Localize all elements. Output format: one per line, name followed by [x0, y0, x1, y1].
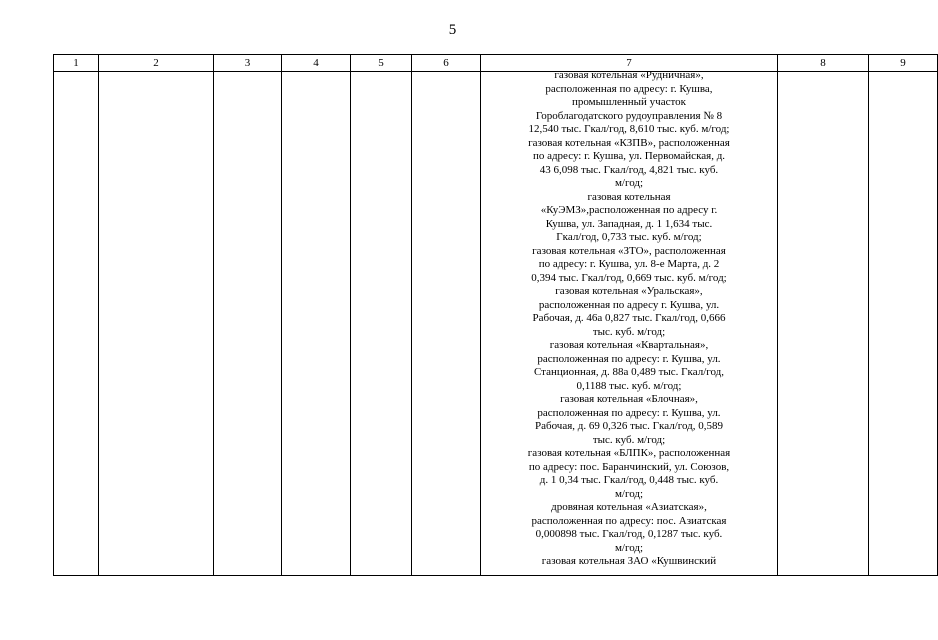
cell-col-5: [351, 72, 412, 576]
text-line: газовая котельная «ЗТО», расположенная: [532, 244, 726, 257]
text-line: м/год;: [614, 177, 644, 189]
cell-col-4: [282, 72, 351, 576]
text-line: 0,394 тыс. Гкал/год, 0,669 тыс. куб. м/год;: [531, 271, 727, 284]
column-header-9: 9: [869, 55, 938, 72]
data-table: [53, 54, 938, 576]
text-line: Рабочая, д. 69 0,326 тыс. Гкал/год, 0,589: [534, 420, 724, 432]
text-line: Рабочая, д. 46а 0,827 тыс. Гкал/год, 0,666: [532, 312, 726, 324]
column-header-5: 5: [351, 55, 412, 72]
text-line: «КуЭМЗ»,расположенная по адресу г.: [540, 204, 718, 216]
cell-col-9: [869, 72, 938, 576]
text-line: газовая котельная «КЗПВ», расположенная: [528, 136, 730, 149]
text-line: газовая котельная «Уральская»,: [555, 285, 703, 297]
column-header-7: 7: [481, 55, 778, 72]
column-header-2: 2: [99, 55, 214, 72]
column-header-8: 8: [778, 55, 869, 72]
text-line: расположенная по адресу: г. Кушва, ул.: [537, 406, 721, 419]
text-line: дровяная котельная «Азиатская»,: [551, 501, 707, 513]
text-line: м/год;: [614, 541, 644, 554]
text-line: 43 6,098 тыс. Гкал/год, 4,821 тыс. куб.: [539, 163, 719, 176]
text-line: расположенная по адресу: г. Кушва,: [545, 82, 713, 95]
text-line: по адресу: пос. Баранчинский, ул. Союзов,: [528, 460, 730, 473]
text-line: тыс. куб. м/год;: [592, 433, 666, 446]
text-line: газовая котельная «Блочная»,: [560, 393, 698, 405]
text-line: промышленный участок: [572, 96, 686, 108]
text-line: газовая котельная: [587, 190, 671, 203]
table-row: [54, 72, 938, 576]
column-header-3: 3: [214, 55, 282, 72]
boiler-list-text: [481, 69, 777, 569]
text-line: расположенная по адресу г. Кушва, ул.: [538, 298, 720, 311]
text-line: 0,000898 тыс. Гкал/год, 0,1287 тыс. куб.: [535, 528, 723, 540]
cell-col-1: [54, 72, 99, 576]
text-line: по адресу: г. Кушва, ул. 8-е Марта, д. 2: [538, 258, 720, 270]
text-line: д. 1 0,34 тыс. Гкал/год, 0,448 тыс. куб.: [539, 474, 719, 486]
text-line: расположенная по адресу: г. Кушва, ул.: [537, 352, 721, 365]
text-line: газовая котельная ЗАО «Кушвинский: [541, 555, 717, 567]
cell-col-6: [412, 72, 481, 576]
column-header-6: 6: [412, 55, 481, 72]
text-line: Гкал/год, 0,733 тыс. куб. м/год;: [556, 231, 702, 243]
column-header-4: 4: [282, 55, 351, 72]
page-number: 5: [448, 22, 457, 38]
text-line: Станционная, д. 88а 0,489 тыс. Гкал/год,: [533, 366, 725, 378]
text-line: 0,1188 тыс. куб. м/год;: [576, 379, 682, 392]
text-line: Гороблагодатского рудоуправления № 8: [535, 109, 723, 122]
text-line: газовая котельная «Рудничная»,: [554, 69, 704, 81]
cell-col-2: [99, 72, 214, 576]
cell-col-7: [481, 69, 778, 576]
text-line: тыс. куб. м/год;: [592, 325, 666, 338]
column-header-1: 1: [54, 55, 99, 72]
text-line: Кушва, ул. Западная, д. 1 1,634 тыс.: [545, 217, 713, 230]
text-line: газовая котельная «Квартальная»,: [549, 339, 709, 351]
text-line: м/год;: [614, 487, 644, 500]
cell-col-8: [778, 72, 869, 576]
text-line: 12,540 тыс. Гкал/год, 8,610 тыс. куб. м/год;: [528, 123, 730, 135]
text-line: по адресу: г. Кушва, ул. Первомайская, д.: [532, 150, 726, 162]
text-line: расположенная по адресу: пос. Азиатская: [531, 514, 727, 527]
cell-col-3: [214, 72, 282, 576]
text-line: газовая котельная «БЛПК», расположенная: [527, 447, 731, 459]
